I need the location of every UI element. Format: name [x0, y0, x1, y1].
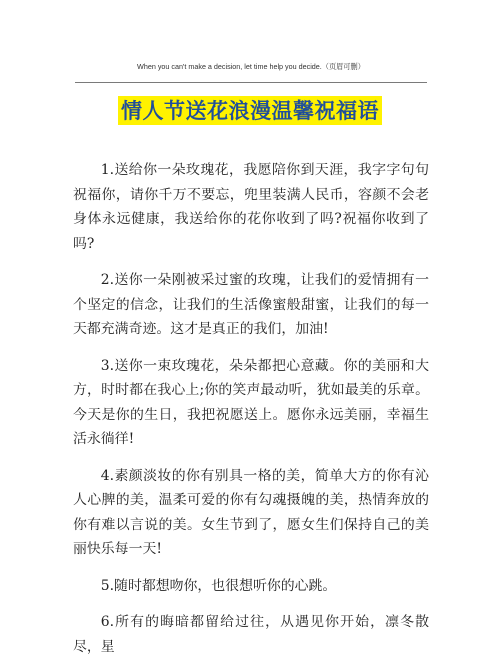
page-header: When you can't make a decision, let time help you decide.（页眉可删） [137, 62, 365, 71]
paragraph-2: 2.送你一朵刚被采过蜜的玫瑰，让我们的爱情拥有一个坚定的信念，让我们的生活像蜜般甜蜜，让我们的每一天都充满奇迹。这才是真正的我们，加油! [73, 272, 429, 337]
header-divider [75, 82, 427, 83]
title-container [0, 96, 500, 125]
paragraph-4: 4.素颜淡妆的你有别具一格的美，简单大方的你有沁人心脾的美，温柔可爱的你有勾魂摄魄的美，热情奔放的你有难以言说的美。女生节到了，愿女生们保持自己的美丽快乐每一天! [73, 467, 429, 557]
paragraph-6: 6.所有的晦暗都留给过往，从遇见你开始，凛冬散尽，星 [73, 614, 429, 655]
paragraph-1: 1.送给你一朵玫瑰花，我愿陪你到天涯，我字字句句祝福你，请你千万不要忘，兜里装满人民币，容颜不会老身体永远健康，我送给你的花你收到了吗?祝福你收到了吗? [73, 162, 429, 252]
document-body [73, 158, 429, 671]
paragraph-3: 3.送你一束玫瑰花，朵朵都把心意藏。你的美丽和大方，时时都在我心上;你的笑声最动听，犹如最美的乐章。今天是你的生日，我把祝愿送上。愿你永远美丽，幸福生活永徜徉! [73, 357, 429, 447]
document-title: 情人节送花浪漫温馨祝福语 [118, 96, 382, 125]
paragraph-5: 5.随时都想吻你，也很想听你的心跳。 [100, 577, 337, 594]
